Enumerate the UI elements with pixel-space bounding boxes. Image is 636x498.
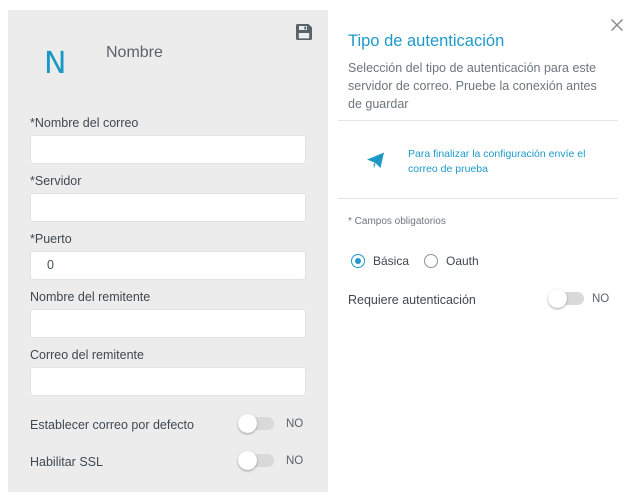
default-mail-label: Establecer correo por defecto bbox=[30, 418, 194, 432]
ssl-label: Habilitar SSL bbox=[30, 455, 103, 469]
radio-oauth[interactable] bbox=[424, 254, 438, 268]
radio-oauth-label: Oauth bbox=[446, 254, 479, 268]
avatar-letter: N bbox=[44, 46, 67, 81]
name-label: Nombre bbox=[106, 44, 163, 61]
toggle-knob bbox=[238, 451, 257, 470]
radio-basic[interactable] bbox=[351, 254, 365, 268]
requires-auth-toggle[interactable] bbox=[548, 289, 584, 307]
mail-name-input[interactable] bbox=[30, 135, 306, 164]
default-mail-state: NO bbox=[286, 418, 304, 430]
requires-auth-state: NO bbox=[592, 293, 610, 305]
divider bbox=[338, 120, 618, 121]
sender-mail-label: Correo del remitente bbox=[30, 348, 144, 362]
server-input[interactable] bbox=[30, 193, 306, 222]
save-icon[interactable] bbox=[295, 23, 313, 41]
default-mail-toggle[interactable] bbox=[238, 414, 274, 432]
ssl-state: NO bbox=[286, 455, 304, 467]
port-input[interactable]: 0 bbox=[30, 251, 306, 280]
send-test-mail-link[interactable]: Para finalizar la configuración envíe el correo de prueba bbox=[408, 148, 586, 175]
server-label: *Servidor bbox=[30, 174, 82, 188]
ssl-toggle[interactable] bbox=[238, 451, 274, 469]
toggle-knob bbox=[548, 289, 567, 308]
requires-auth-label: Requiere autenticación bbox=[348, 293, 476, 307]
sender-name-input[interactable] bbox=[30, 309, 306, 338]
auth-title: Tipo de autenticación bbox=[348, 32, 505, 50]
radio-basic-label: Básica bbox=[373, 254, 410, 268]
close-icon[interactable] bbox=[610, 18, 624, 32]
auth-description: Selección del tipo de autenticación para este servidor de correo. Pruebe la conexión antes de guardar bbox=[348, 61, 597, 111]
mail-name-label: *Nombre del correo bbox=[30, 116, 139, 130]
required-fields-note: * Campos obligatorios bbox=[348, 216, 446, 227]
paper-plane-icon[interactable] bbox=[366, 151, 385, 170]
toggle-knob bbox=[238, 414, 257, 433]
port-label: *Puerto bbox=[30, 232, 72, 246]
sender-name-label: Nombre del remitente bbox=[30, 290, 151, 304]
divider bbox=[338, 198, 618, 199]
sender-mail-input[interactable] bbox=[30, 367, 306, 396]
mail-config-panel bbox=[8, 10, 328, 492]
